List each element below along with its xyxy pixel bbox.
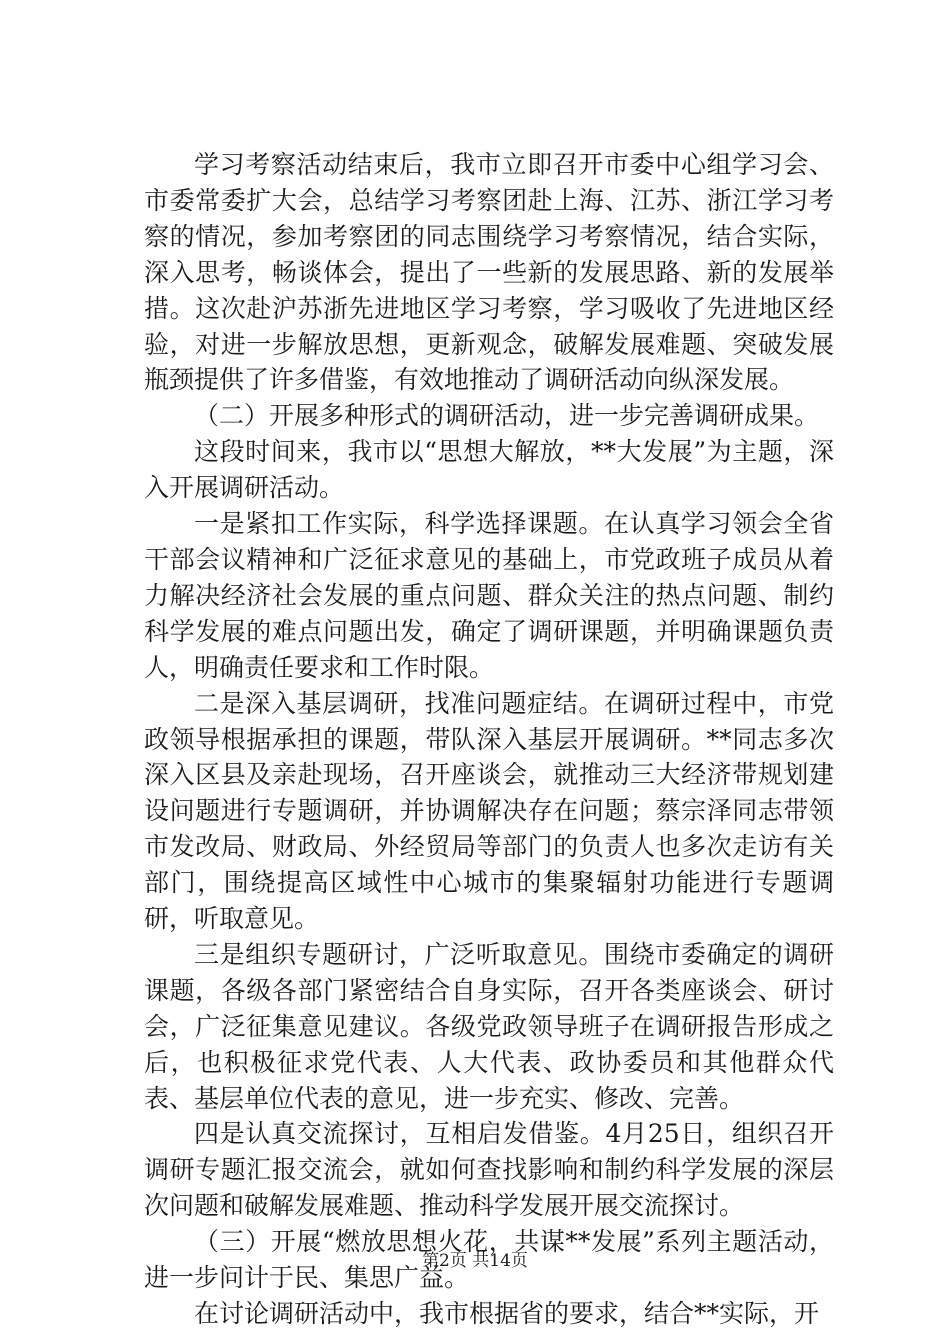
paragraph-continuation: 在讨论调研活动中，我市根据省的要求，结合**实际，开 xyxy=(194,1299,820,1328)
section-heading-2: （二）开展多种形式的调研活动，进一步完善调研成果。 xyxy=(194,401,820,431)
paragraph-item-2: 二是深入基层调研，找准问题症结。在调研过程中，市党政领导根据承担的课题，带队深入基层开展调研。**同志多次深入区县及亲赴现场，召开座谈会，就推动三大经济带规划建设问题进行专题调研，并协调解决存在问题；蔡宗泽同志带领市发改局、财政局、外经贸局等部门的负责人也多次走访有关部门，围绕提高区域性中心城市的集聚辐射功能进行专题调研，听取意见。 xyxy=(144,688,834,934)
paragraph-research-theme: 这段时间来，我市以“思想大解放，**大发展”为主题，深入开展调研活动。 xyxy=(144,437,834,503)
document-body xyxy=(144,147,834,1332)
paragraph-study-summary: 学习考察活动结束后，我市立即召开市委中心组学习会、市委常委扩大会，总结学习考察团赴上海、江苏、浙江学习考察的情况，参加考察团的同志围绕学习考察情况，结合实际，深入思考，畅谈体会，提出了一些新的发展思路、新的发展举措。这次赴沪苏浙先进地区学习考察，学习吸收了先进地区经验，对进一步解放思想，更新观念，破解发展难题、突破发展瓶颈提供了许多借鉴，有效地推动了调研活动向纵深发展。 xyxy=(144,150,834,395)
page-footer: 第2页 共14页 xyxy=(422,1251,528,1271)
paragraph-item-1: 一是紧扣工作实际，科学选择课题。在认真学习领会全省干部会议精神和广泛征求意见的基础上，市党政班子成员从着力解决经济社会发展的重点问题、群众关注的热点问题、制约科学发展的难点问题出发，确定了调研课题，并明确课题负责人，明确责任要求和工作时限。 xyxy=(144,509,834,682)
paragraph-item-3: 三是组织专题研讨，广泛听取意见。围绕市委确定的调研课题，各级各部门紧密结合自身实际，召开各类座谈会、研讨会，广泛征集意见建议。各级党政领导班子在调研报告形成之后，也积极征求党代表、人大代表、政协委员和其他群众代表、基层单位代表的意见，进一步充实、修改、完善。 xyxy=(144,939,834,1113)
paragraph-item-4: 四是认真交流探讨，互相启发借鉴。4月25日，组织召开调研专题汇报交流会，就如何查找影响和制约科学发展的深层次问题和破解发展难题、推动科学发展开展交流探讨。 xyxy=(144,1119,834,1221)
section-heading-3: （三）开展“燃放思想火花，共谋**发展”系列主题活动，进一步问计于民、集思广益。 xyxy=(144,1227,834,1293)
